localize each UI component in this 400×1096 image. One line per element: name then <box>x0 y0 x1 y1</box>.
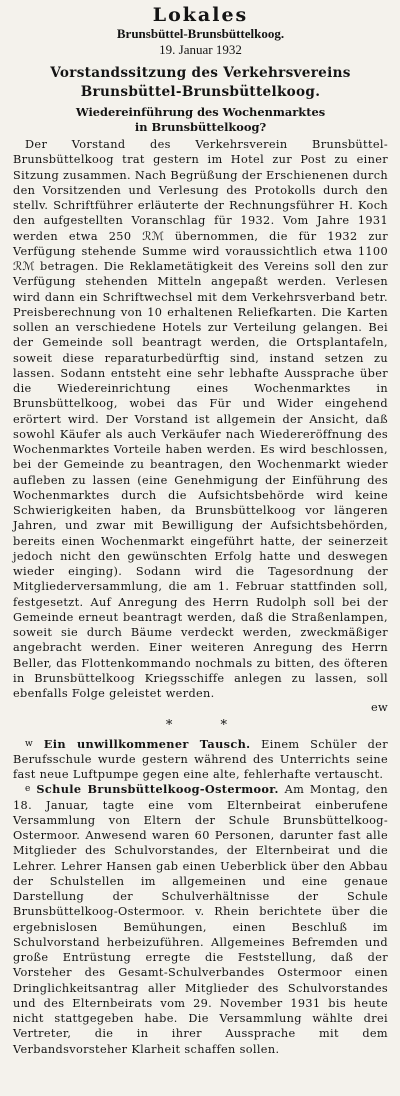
dateline-place: Brunsbüttel-Brunsbüttelkoog. <box>116 26 285 41</box>
headline-line-1: Vorstandssitzung des Verkehrsvereins <box>50 65 351 81</box>
news-item-body: Einem Schüler der Berufsschule wurde gestern während des Unterrichts seine fast neue Luftpumpe gegen eine alte, fehlerhafte vertauscht. <box>13 737 388 781</box>
subhead-line-1: Wiedereinführung des Wochenmarktes <box>75 105 326 119</box>
news-item-body: Am Montag, den 18. Januar, tagte eine vom Elternbeirat einberufene Versammlung von Eltern der Schule Brunsbüttelkoog-Ostermoor. Anwesend waren 60 Personen, darunter fast alle Mitglieder des Schulvorstandes, der Elternbeirat und die Lehrer. Lehrer Hansen gab einen Ueberblick über den Abbau der Schulstellen im allgemeinen und eine genaue Darstellung der Schulverhältnisse der Schule Brunsbüttelkoog-Ostermoor. v. Rhein berichtete über die ergebnislosen Bemühungen, einen Beschluß im Schulvorstand herbeizuführen. Allgemeines Befremden und große Entrüstung erregte die Feststellung, daß der Vorsteher des Gesamt-Schulverbandes Ostermoor einen Dringlichkeitsantrag aller Mitglieder des Schulvorstandes und des Elternbeirats vom 29. November 1931 bis heute nicht stattgegeben habe. Die Versammlung wählte drei Vertreter, die in ihrer Aussprache mit dem Verbandsvorsteher Klarheit schaffen sollen. <box>13 783 388 1056</box>
item-mark: w <box>25 738 34 749</box>
author-signature: ew <box>370 701 388 715</box>
headline-line-2: Brunsbüttel-Brunsbüttelkoog. <box>80 84 321 100</box>
dateline <box>13 26 388 58</box>
article-body: Der Vorstand des Verkehrsverein Brunsbüttel-Brunsbüttelkoog trat gestern im Hotel zur Post zu einer Sitzung zusammen. Nach Begrüßung der Erschienenen durch den Vorsitzenden und Verlesung des Protokolls durch den stellv. Schriftführer erläuterte der Rechnungsführer H. Koch den aufgestellten Voranschlag für 1932. Vom Jahre 1931 werden etwa 250 ℛℳ übernommen, die für 1932 zur Verfügung stehende Summe wird voraussichtlich etwa 1100 ℛℳ betragen. Die Reklametätigkeit des Vereins soll den zur Verfügung stehenden Mitteln angepaßt werden. Verlesen wird dann ein Schriftwechsel mit dem Verkehrsverband betr. Preisberechnung von 10 erhaltenen Reliefkarten. Die Karten sollen an verschiedene Hotels zur Verteilung gelangen. Bei der Gemeinde soll beantragt werden, die Ortsplantafeln, soweit diese reparaturbedürftig sind, instand setzen zu lassen. Sodann entsteht eine sehr lebhafte Aussprache über die Wiedereinrichtung eines Wochenmarktes in Brunsbüttelkoog, wobei das Für und Wider eingehend erörtert wird. Der Vorstand ist allgemein der Ansicht, daß sowohl Käufer als auch Verkäufer nach Wiedereröffnung des Wochenmarktes Vorteile haben werden. Es wird beschlossen, bei der Gemeinde zu beantragen, den Wochenmarkt wieder aufleben zu lassen (eine Genehmigung der Einführung des Wochenmarktes durch die Aufsichtsbehörde wird keine Schwierigkeiten haben, da Brunsbüttelkoog vor längeren Jahren, und zwar mit Bewilligung der Aufsichtsbehörden, bereits einen Wochenmarkt eingeführt hatte, der seinerzeit jedoch nicht den gewünschten Erfolg hatte und deswegen wieder einging). Sodann wird die Tagesordnung der Mitgliederversammlung, die am 1. Februar stattfinden soll, festgesetzt. Auf Anregung des Herrn Rudolph soll bei der Gemeinde erneut beantragt werden, daß die Straßenlampen, soweit sie durch Bäume verdeckt werden, zweckmäßiger angebracht werden. Einer weiteren Anregung des Herrn Beller, das Flottenkommando nochmals zu bitten, des öfteren in Brunsbüttelkoog Kriegsschiffe anlegen zu lassen, soll ebenfalls Folge geleistet werden. <box>13 138 388 700</box>
news-item-schule <box>13 782 388 1057</box>
separator-stars: * * <box>165 717 250 733</box>
article-subheadline <box>13 105 388 135</box>
news-item-title: Schule Brunsbüttelkoog-Ostermoor. <box>36 782 279 797</box>
news-item-tausch <box>13 737 388 783</box>
article-text <box>13 137 388 1057</box>
item-mark: e <box>25 784 31 795</box>
news-item-title: Ein unwillkommener Tausch. <box>43 736 251 751</box>
dateline-date: 19. Januar 1932 <box>159 42 242 57</box>
article-headline <box>13 64 388 102</box>
subhead-line-2: in Brunsbüttelkoog? <box>134 120 267 134</box>
section-masthead: Lokales <box>152 4 249 26</box>
